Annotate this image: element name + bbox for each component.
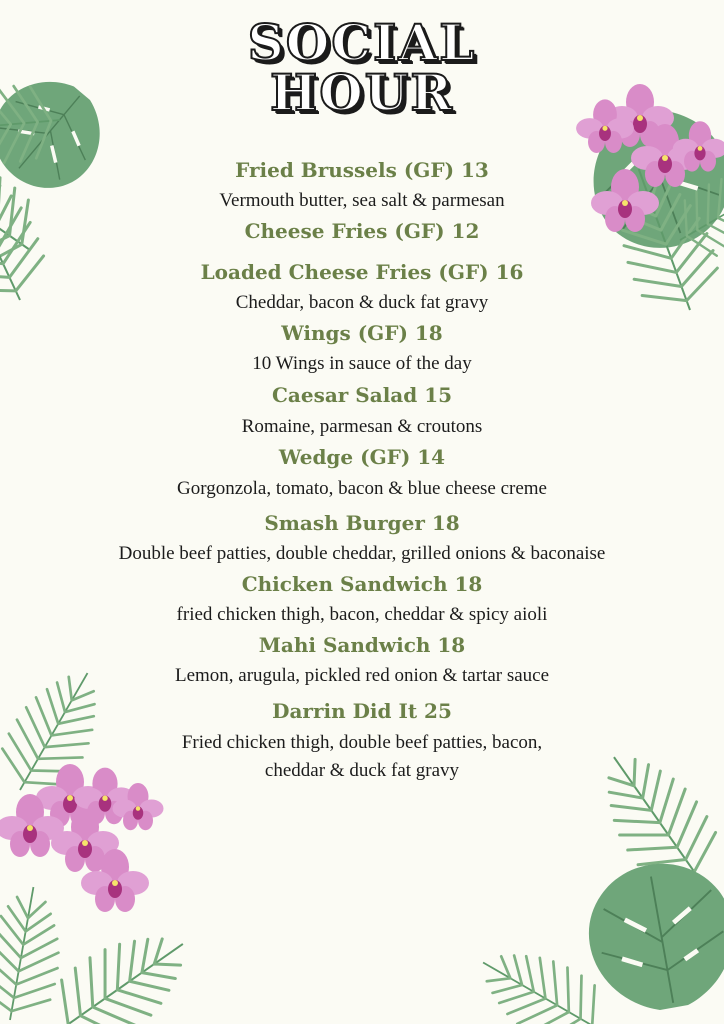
dish-description: Double beef patties, double cheddar, grilled onions & baconaise [118,543,606,564]
dish-description: Lemon, arugula, pickled red onion & tartar sauce [174,665,550,686]
dish-description: Cheddar, bacon & duck fat gravy [235,292,489,313]
dish-name: Chicken Sandwich 18 [241,572,483,596]
dish-name: Cheese Fries (GF) 12 [244,219,480,243]
dish-description-line-2: cheddar & duck fat gravy [264,760,460,781]
dish-name: Loaded Cheese Fries (GF) 16 [200,260,524,284]
dish-description: Romaine, parmesan & croutons [241,416,483,437]
dish-description: Vermouth butter, sea salt & parmesan [219,190,505,211]
dish-name: Wedge (GF) 14 [278,445,446,469]
dish-name: Caesar Salad 15 [271,383,453,407]
dish-name: Darrin Did It 25 [272,699,452,723]
title-line-social: SOCIAL [247,13,477,72]
dish-description: 10 Wings in sauce of the day [252,353,472,374]
dish-description: Fried chicken thigh, double beef patties, bacon, [181,732,543,753]
dish-name: Mahi Sandwich 18 [258,633,466,657]
dish-name: Wings (GF) 18 [281,321,443,345]
dish-name: Fried Brussels (GF) 13 [235,158,489,182]
dish-description: fried chicken thigh, bacon, cheddar & spicy aioli [176,604,548,625]
title-line-hour: HOUR [270,63,454,122]
dish-name: Smash Burger 18 [264,511,460,535]
dish-description: Gorgonzola, tomato, bacon & blue cheese creme [176,478,547,499]
